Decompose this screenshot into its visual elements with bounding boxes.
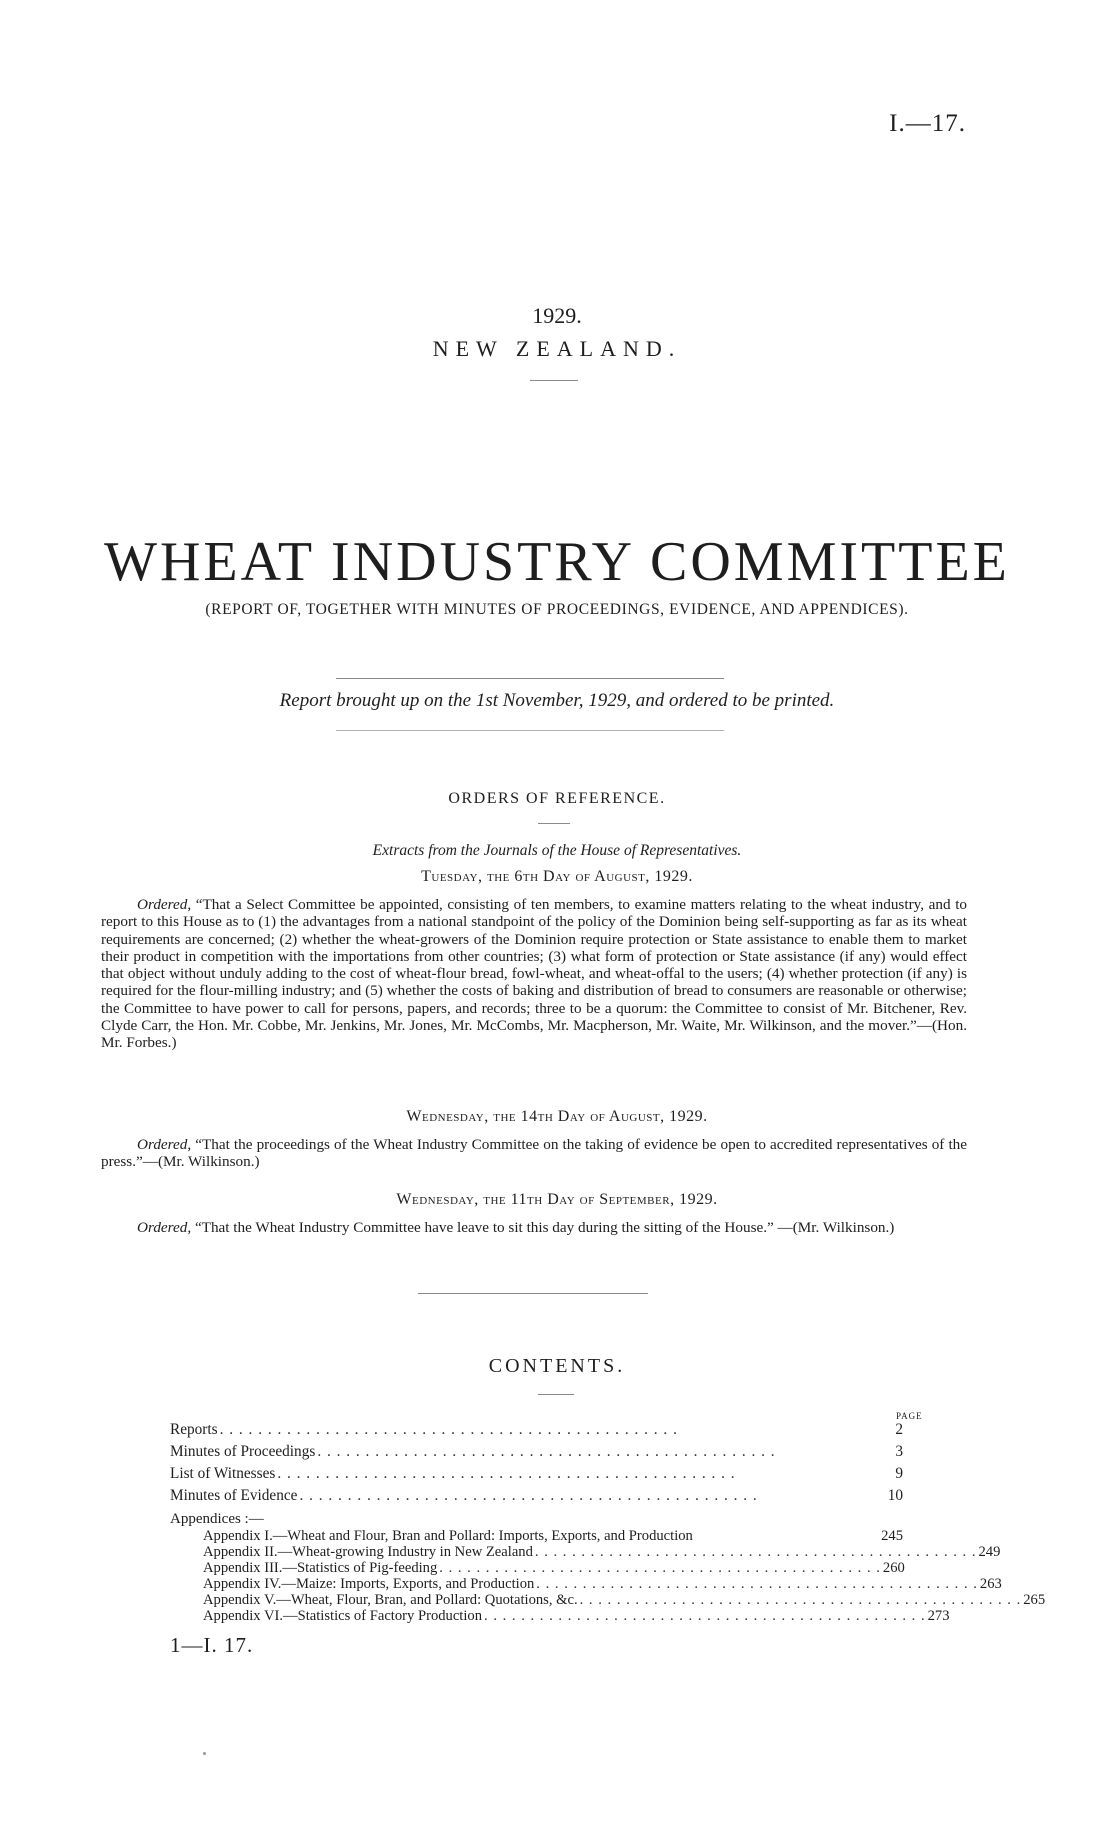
toc-page: 10 xyxy=(887,1487,903,1504)
appendix-label: Appendix IV.—Maize: Imports, Exports, and Production xyxy=(203,1576,535,1592)
dot-leader: . . . . . . . . . . . . . . . . . . . . . . . . . . . . . . . . . . . . . . . . . . . . . . . . xyxy=(484,1608,926,1624)
appendix-entry xyxy=(203,1608,950,1624)
appendix-entry xyxy=(203,1592,1046,1608)
appendix-page: 265 xyxy=(1023,1592,1046,1608)
ordered-label: Ordered, xyxy=(137,896,192,913)
divider xyxy=(418,1293,648,1294)
order-date: Wednesday, the 11th Day of September, 1929. xyxy=(396,1191,718,1208)
appendix-entry xyxy=(203,1528,903,1544)
dot-leader: . . . . . . . . . . . . . . . . . . . . . . . . . . . . . . . . . . . . . . . . . . . . . . . . xyxy=(579,1592,1022,1608)
toc-label: Minutes of Evidence xyxy=(170,1487,298,1504)
page-column-label: PAGE xyxy=(896,1411,923,1421)
dot-leader: . . . . . . . . . . . . . . . . . . . . . . . . . . . . . . . . . . . . . . . . . . . . . . . . xyxy=(299,1487,758,1504)
toc-entry xyxy=(170,1421,903,1439)
document-reference: I.—17. xyxy=(889,110,966,137)
order-paragraph xyxy=(101,1136,967,1171)
order-paragraph xyxy=(101,1219,967,1236)
journal-extracts-line: Extracts from the Journals of the House of Representatives. xyxy=(372,842,742,859)
page-signature: 1—I. 17. xyxy=(170,1633,254,1657)
dot-leader: . . . . . . . . . . . . . . . . . . . . . . . . . . . . . . . . . . . . . . . . . . . . . . . . xyxy=(536,1576,978,1592)
dot-leader: . . . . . . . . . . . . . . . . . . . . . . . . . . . . . . . . . . . . . . . . . . . . . . . . xyxy=(439,1560,881,1576)
contents-heading: CONTENTS. xyxy=(488,1355,626,1377)
document-title: WHEAT INDUSTRY COMMITTEE xyxy=(104,531,1010,593)
order-date: Tuesday, the 6th Day of August, 1929. xyxy=(421,868,693,885)
appendix-entry xyxy=(203,1544,1001,1560)
orders-of-reference-heading: ORDERS OF REFERENCE. xyxy=(448,790,666,807)
order-paragraph xyxy=(101,896,967,1052)
appendix-page: 260 xyxy=(882,1560,905,1576)
dot-leader: . . . . . . . . . . . . . . . . . . . . . . . . . . . . . . . . . . . . . . . . . . . . . . . . xyxy=(534,1544,977,1560)
document-subtitle: (REPORT OF, TOGETHER WITH MINUTES OF PROCEEDINGS, EVIDENCE, AND APPENDICES). xyxy=(205,601,909,618)
appendix-label: Appendix V.—Wheat, Flour, Bran, and Pollard: Quotations, &c. xyxy=(203,1592,578,1608)
report-line: Report brought up on the 1st November, 1929, and ordered to be printed. xyxy=(279,690,835,711)
appendix-label: Appendix II.—Wheat-growing Industry in New Zealand xyxy=(203,1544,533,1560)
ordered-label: Ordered, xyxy=(137,1219,192,1236)
appendix-label: Appendix I.—Wheat and Flour, Bran and Pollard: Imports, Exports, and Production xyxy=(203,1528,693,1544)
toc-entry xyxy=(170,1443,903,1461)
appendix-entry xyxy=(203,1576,1002,1592)
toc-page: 2 xyxy=(895,1421,903,1438)
appendix-page: 263 xyxy=(979,1576,1002,1592)
toc-label: List of Witnesses xyxy=(170,1465,276,1482)
appendix-page: 245 xyxy=(881,1528,903,1544)
divider xyxy=(538,823,570,824)
divider xyxy=(538,1394,574,1395)
order-date: Wednesday, the 14th Day of August, 1929. xyxy=(406,1108,708,1125)
dot-leader: . . . . . . . . . . . . . . . . . . . . . . . . . . . . . . . . . . . . . . . . . . . . . . . . xyxy=(317,1443,776,1460)
order-text: “That the Wheat Industry Committee have leave to sit this day during the sitting of the House.” —(Mr. Wilkinson.) xyxy=(194,1219,895,1236)
appendices-label: Appendices :— xyxy=(170,1511,264,1527)
toc-entry xyxy=(170,1487,903,1505)
appendix-entry xyxy=(203,1560,903,1576)
toc-label: Minutes of Proceedings xyxy=(170,1443,316,1460)
order-text: “That a Select Committee be appointed, consisting of ten members, to examine matters relating to the wheat industry, and to report to this House as to (1) the advantages from a national standpoint of the policy of the Dominion being self-supporting as far as its wheat requirements are concerned; (2) whether the wheat-growers of the Dominion require protection or State assistance to enable them to market their product in competition with the importations from other countries; (3) what form of protection or State assistance (if any) would effect that object without unduly adding to the cost of wheat-flour bread, fowl-wheat, and wheat-offal to the users; (4) whether protection (if any) is required for the flour-milling industry; and (5) whether the costs of baking and distribution of bread to consumers are reasonable or otherwise; the Committee to have power to call for persons, papers, and records; three to be a quorum: the Committee to consist of Mr. Bitchener, Rev. Clyde Carr, the Hon. Mr. Cobbe, Mr. Jenkins, Mr. Jones, Mr. McCombs, Mr. Macpherson, Mr. Waite, Mr. Wilkinson, and the mover.”—(Hon. Mr. Forbes.) xyxy=(101,896,968,1052)
appendix-label: Appendix VI.—Statistics of Factory Production xyxy=(203,1608,483,1624)
appendix-page: 249 xyxy=(978,1544,1001,1560)
divider xyxy=(530,380,578,381)
toc-page: 9 xyxy=(895,1465,903,1482)
divider xyxy=(336,678,724,679)
order-text: “That the proceedings of the Wheat Industry Committee on the taking of evidence be open to accredited representatives of the press.”—(Mr. Wilkinson.) xyxy=(101,1136,968,1171)
ordered-label: Ordered, xyxy=(137,1136,192,1153)
appendix-label: Appendix III.—Statistics of Pig-feeding xyxy=(203,1560,438,1576)
appendix-page: 273 xyxy=(927,1608,950,1624)
toc-label: Reports xyxy=(170,1421,218,1438)
dot-leader: . . . . . . . . . . . . . . . . . . . . . . . . . . . . . . . . . . . . . . . . . . . . . . . . xyxy=(219,1421,678,1438)
toc-page: 3 xyxy=(895,1443,903,1460)
dot-leader: . . . . . . . . . . . . . . . . . . . . . . . . . . . . . . . . . . . . . . . . . . . . . . . . xyxy=(277,1465,736,1482)
year: 1929. xyxy=(532,303,582,328)
print-speck xyxy=(203,1752,206,1755)
divider xyxy=(336,730,724,731)
toc-entry xyxy=(170,1465,903,1483)
country-heading: NEW ZEALAND. xyxy=(432,336,682,361)
